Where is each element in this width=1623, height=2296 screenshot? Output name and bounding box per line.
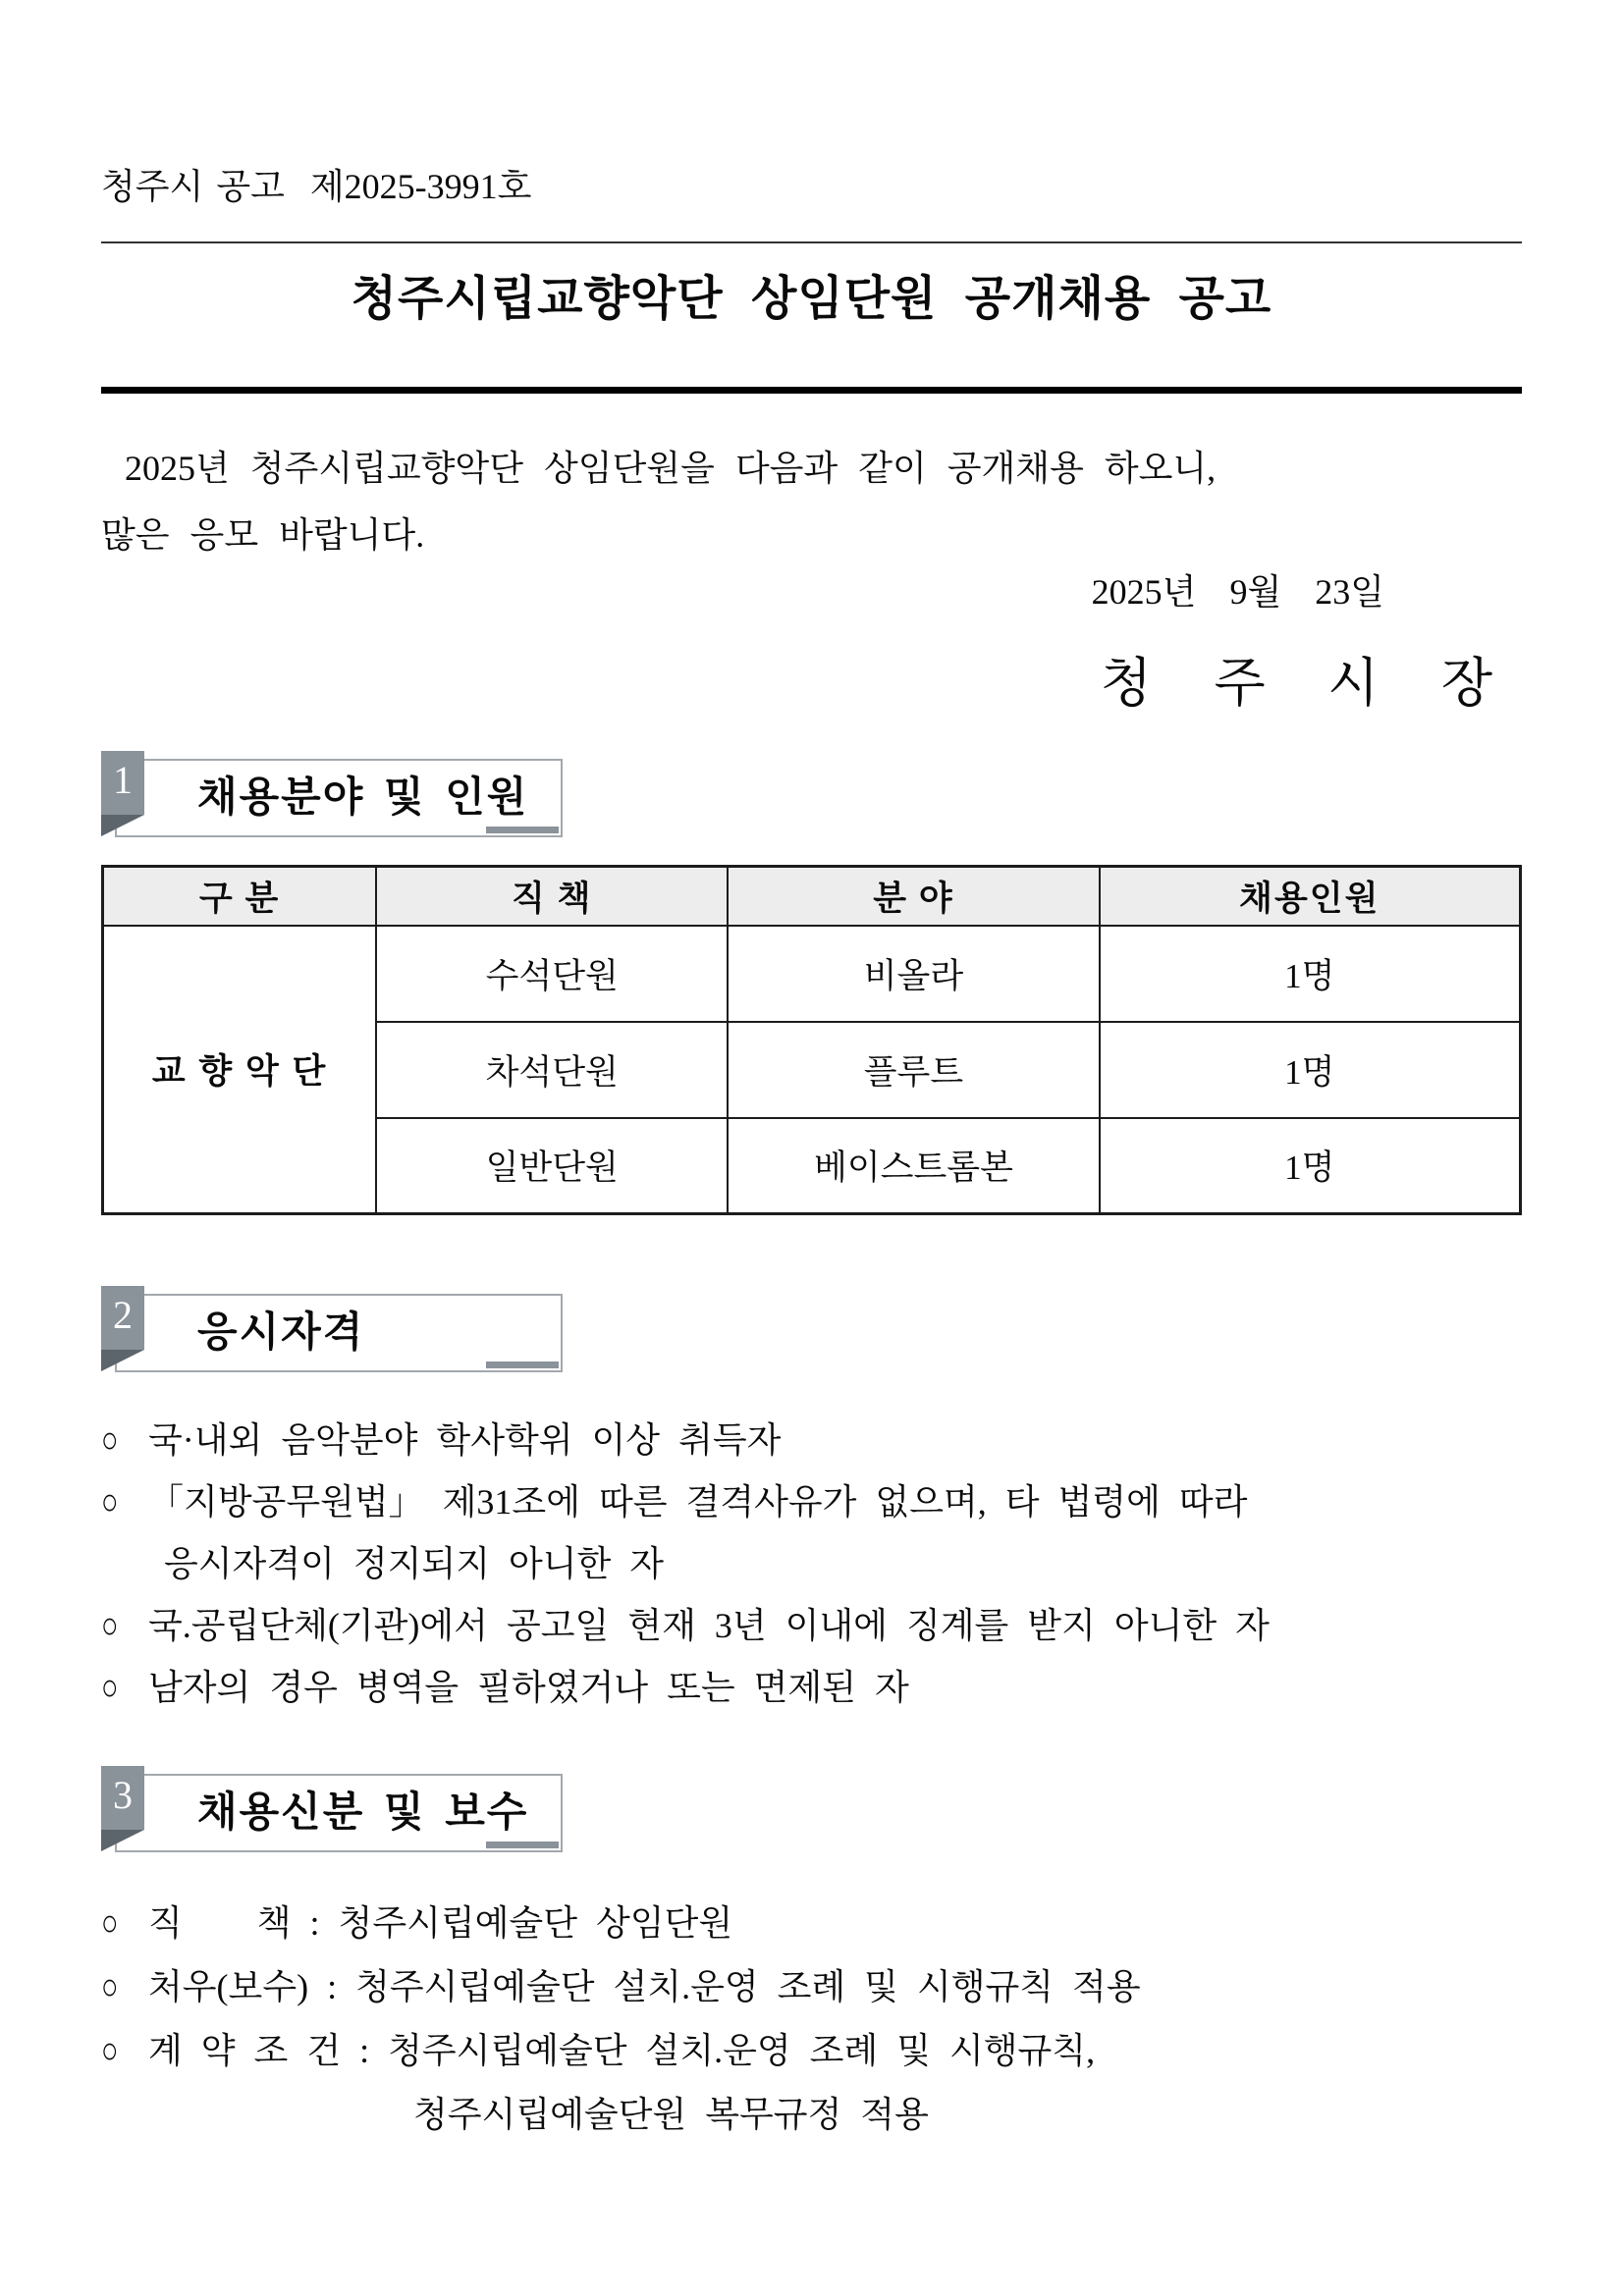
section-header-benefit: [101, 1766, 563, 1852]
doc-number: 청주시 공고 제2025-3991호: [101, 167, 532, 206]
page-title: 청주시립교향악단 상임단원 공개채용 공고: [351, 273, 1272, 325]
intro-line: 2025년 청주시립교향악단 상임단원을 다음과 같이 공개채용 하오니,: [125, 449, 1217, 488]
cell-position: 차석단원: [376, 1022, 728, 1118]
intro-line: 많은 응모 바랍니다.: [101, 515, 425, 555]
list-item-text: 청주시립예술단원 복무규정 적용: [413, 2095, 929, 2134]
list-item-text: 처우(보수) : 청주시립예술단 설치.운영 조례 및 시행규칙 적용: [148, 1967, 1141, 2006]
bullet-circle-icon: ○: [101, 1419, 119, 1462]
bullet-circle-icon: ○: [101, 1902, 119, 1945]
list-item: [101, 1657, 1522, 1719]
list-item-text: 국·내외 음악분야 학사학위 이상 취득자: [148, 1420, 782, 1460]
list-item: [101, 1410, 1522, 1471]
cell-count: 1명: [1100, 1022, 1521, 1118]
cell-count: 1명: [1100, 926, 1521, 1022]
section-header-qualification: [101, 1286, 563, 1372]
announcement-date: 2025년 9월 23일: [1091, 572, 1384, 612]
col-header-count: 채용인원: [1100, 867, 1521, 926]
qualification-list: [101, 1410, 1522, 1719]
section-number-badge: 1: [101, 751, 144, 815]
section-number-badge: 2: [101, 1286, 144, 1350]
col-header-position: 직 책: [376, 867, 728, 926]
bullet-circle-icon: ○: [101, 1605, 119, 1647]
cell-field: 베이스트롬본: [728, 1118, 1099, 1214]
list-item-text: 계 약 조 건 : 청주시립예술단 설치.운영 조례 및 시행규칙,: [148, 2031, 1096, 2070]
list-item: [101, 1471, 1522, 1533]
cell-field: 플루트: [728, 1022, 1099, 1118]
list-item: [101, 2019, 1522, 2083]
table-header-row: [103, 867, 1521, 926]
cell-position: 수석단원: [376, 926, 728, 1022]
section-title: 채용분야 및 인원: [197, 774, 529, 820]
list-item: [101, 1892, 1522, 1955]
title-divider-thick: [101, 387, 1522, 394]
benefit-list: [101, 1892, 1522, 2147]
list-item-text: 직 책 : 청주시립예술단 상임단원: [148, 1903, 733, 1943]
signer-title: 청 주 시 장: [1100, 654, 1496, 713]
bullet-circle-icon: ○: [101, 1667, 119, 1709]
intro-paragraph: [101, 435, 1522, 568]
cell-field: 비올라: [728, 926, 1099, 1022]
section-title: 채용신분 및 보수: [197, 1789, 529, 1835]
list-item-continuation: [101, 1533, 1522, 1595]
bullet-circle-icon: ○: [101, 2030, 119, 2072]
section-header-recruit: [101, 751, 563, 837]
list-item: [101, 1955, 1522, 2019]
list-item-text: 남자의 경우 병역을 필하였거나 또는 면제된 자: [148, 1668, 909, 1707]
bullet-circle-icon: ○: [101, 1481, 119, 1523]
list-item-text: 국.공립단체(기관)에서 공고일 현재 3년 이내에 징계를 받지 아니한 자: [148, 1606, 1270, 1645]
header-divider-thin: [101, 241, 1522, 243]
recruit-table: [101, 865, 1522, 1215]
section-number-badge: 3: [101, 1766, 144, 1830]
col-header-field: 분 야: [728, 867, 1099, 926]
cell-position: 일반단원: [376, 1118, 728, 1214]
list-item-continuation: [101, 2083, 1522, 2147]
section-title: 응시자격: [197, 1308, 365, 1355]
list-item-text: 「지방공무원법」 제31조에 따른 결격사유가 없으며, 타 법령에 따라: [148, 1482, 1248, 1522]
col-header-category: 구 분: [103, 867, 377, 926]
bullet-circle-icon: ○: [101, 1966, 119, 2008]
table-row: [103, 926, 1521, 1022]
list-item-text: 응시자격이 정지되지 아니한 자: [164, 1544, 665, 1583]
group-cell-orchestra: 교 향 악 단: [103, 926, 377, 1214]
list-item: [101, 1595, 1522, 1657]
section-accent-bar: [486, 1362, 559, 1368]
cell-count: 1명: [1100, 1118, 1521, 1214]
